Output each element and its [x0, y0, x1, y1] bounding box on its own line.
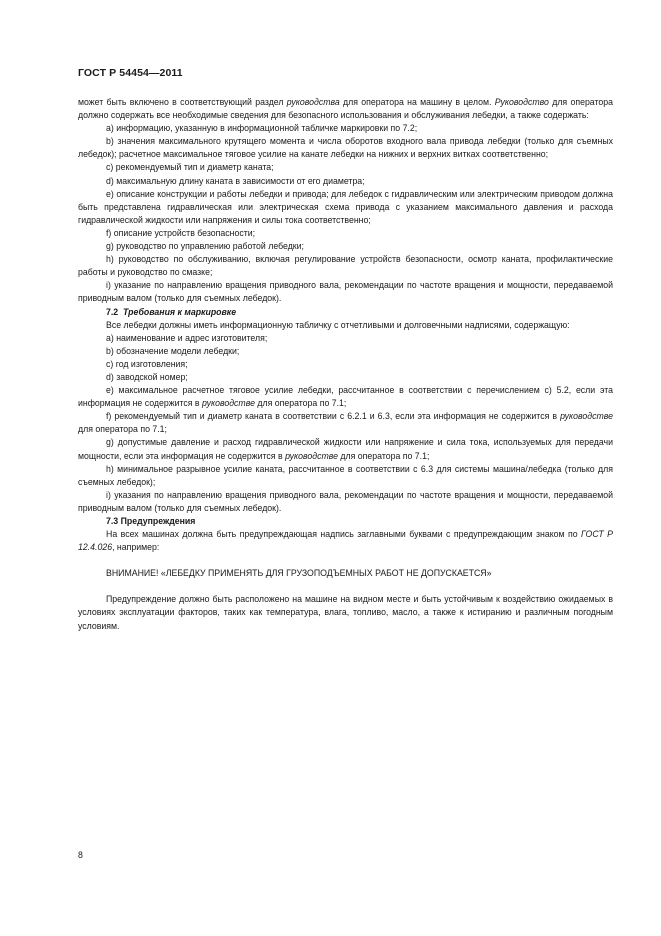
marking-item-d: d) заводской номер; [106, 371, 188, 382]
list-item-e: e) описание конструкции и работы лебедки и привода; для лебедок с гидравлическим или электрическим приводом должна быть представлена гидравлическая или электрическая схема привода с указанием максимального давления и расхода гидравлической жидкости или напряжения и силы тока соответственно; [78, 188, 613, 225]
list-item-h: h) руководство по обслуживанию, включая регулирование устройств безопасности, осмотр каната, профилактические работы и руководство по смазке; [78, 254, 613, 278]
list-item-a: a) информацию, указанную в информационной табличке маркировки по 7.2; [106, 123, 418, 134]
italic-term: руководства [286, 97, 340, 107]
text-run: для оператора по 7.1; [78, 424, 167, 435]
marking-item-i: i) указания по направлению вращения приводного вала, рекомендации по частоте вращения и мощности, передаваемой приводным валом (только для съемных лебедок). [78, 489, 613, 513]
section-number: 7.2 [106, 306, 119, 317]
list-item-f: f) описание устройств безопасности; [106, 227, 256, 238]
section-heading-7-2 [78, 306, 613, 319]
marking-item-e [78, 384, 613, 410]
text-run: g) допустимые давление и расход гидравлической жидкости или напряжение и сила тока, используемых для передачи мощности, если эта информация не содержится в [78, 437, 613, 461]
marking-paragraph: Все лебедки должны иметь информационную табличку с отчетливыми и долговечными надписями, содержащую: [106, 319, 570, 330]
italic-term: Руководство [494, 97, 549, 107]
text-run: для оператора на машину в целом. [339, 97, 495, 107]
page-number: 8 [78, 850, 83, 860]
text-run: На всех машинах должна быть предупреждающая надпись заглавными буквами с предупреждающим знаком по [106, 529, 582, 540]
italic-term: руководстве [285, 450, 338, 461]
text-run: для оператора по 7.1; [338, 450, 430, 461]
text-run: может быть включено в соответствующий раздел [78, 97, 287, 107]
text-run: f) рекомендуемый тип и диаметр каната в соответствии с 6.2.1 и 6.3, если эта информация не содержится в [106, 411, 561, 422]
standard-reference: ГОСТ Р 12.4.026 [78, 529, 613, 553]
marking-item-f [78, 410, 613, 436]
marking-item-c: c) год изготовления; [106, 358, 188, 369]
text-run: для оператора по 7.1; [254, 398, 347, 409]
list-item-d: d) максимальную длину каната в зависимости от его диаметра; [106, 175, 365, 186]
list-item-g: g) руководство по управлению работой лебедки; [106, 241, 304, 252]
text-run: e) максимальное расчетное тяговое усилие лебедки, рассчитанное в соответствии с перечислением c) 5.2, если эта информация не содержится в [78, 385, 613, 409]
section-title: Требования к маркировке [123, 306, 237, 317]
list-item-b: b) значения максимального крутящего момента и числа оборотов входного вала привода лебедки (только для съемных лебедок); расчетное максимальное тяговое усилие на канате лебедки на нижних и верхних витках соответственно; [78, 136, 613, 160]
marking-item-g [78, 436, 613, 462]
section-heading-7-3: 7.3 Предупреждения [106, 516, 196, 526]
list-item-i: i) указание по направлению вращения приводного вала, рекомендации по частоте вращения и мощности, передаваемой приводным валом (только для съемных лебедок). [78, 280, 613, 304]
marking-item-b: b) обозначение модели лебедки; [106, 345, 240, 356]
text-run: , например: [112, 542, 160, 553]
italic-term: руководстве [560, 411, 613, 422]
intro-paragraph [78, 96, 613, 122]
standard-header: ГОСТ Р 54454—2011 [78, 67, 183, 79]
list-item-c: c) рекомендуемый тип и диаметр каната; [106, 162, 274, 173]
marking-item-a: a) наименование и адрес изготовителя; [106, 332, 268, 343]
marking-item-h: h) минимальное разрывное усилие каната, рассчитанное в соответствии с 6.3 для системы машина/лебедка (только для съемных лебедок); [78, 463, 613, 487]
final-paragraph: Предупреждение должно быть расположено на машине на видном месте и быть устойчивым к воздействию ожидаемых в условиях эксплуатации факторов, таких как температура, влага, топливо, масло, а также к истиранию и различным погодным условиям. [78, 594, 613, 631]
italic-term: руководстве [202, 398, 255, 409]
text-run: для оператора должно содержать все необходимые сведения для безопасного использования и обслуживания лебедки, а также содержать: [78, 97, 613, 121]
page-content [78, 96, 613, 633]
warning-inscription: ВНИМАНИЕ! «ЛЕБЕДКУ ПРИМЕНЯТЬ ДЛЯ ГРУЗОПОДЪЕМНЫХ РАБОТ НЕ ДОПУСКАЕТСЯ» [106, 568, 492, 579]
warnings-paragraph [78, 528, 613, 554]
